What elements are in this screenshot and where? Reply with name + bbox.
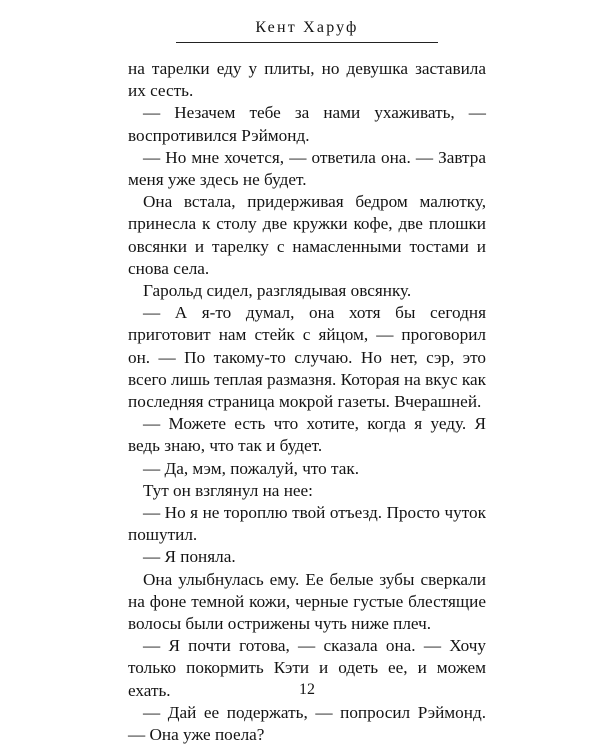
paragraph: на тарелки еду у плиты, но девушка заставила их сесть.	[128, 59, 486, 101]
running-title: Кент Харуф	[255, 19, 359, 36]
page-number: 12	[299, 681, 315, 698]
paragraph: Она улыбнулась ему. Ее белые зубы сверкали на фоне темной кожи, черные густые блестящие волосы были острижены чуть ниже плеч.	[128, 569, 486, 634]
paragraph: — Но я не тороплю твой отъезд. Просто чуток пошутил.	[128, 503, 486, 545]
paragraph: — Можете есть что хотите, когда я уеду. Я ведь знаю, что так и будет.	[128, 414, 486, 456]
paragraph: Гарольд сидел, разглядывая овсянку.	[143, 281, 412, 301]
paragraph: Она встала, придерживая бедром малютку, принесла к столу две кружки кофе, две плошки овсянки и тарелку с намасленными тостами и снова села.	[128, 192, 486, 278]
paragraph: — Да, мэм, пожалуй, что так.	[143, 458, 360, 478]
paragraph: — Но мне хочется, — ответила она. — Завтра меня уже здесь не будет.	[128, 147, 486, 190]
paragraph: — Незачем тебе за нами ухаживать, — воспротивился Рэймонд.	[128, 103, 486, 145]
running-header	[0, 18, 600, 38]
header-rule	[176, 42, 438, 43]
paragraph: — Я поняла.	[143, 547, 236, 567]
paragraph: — А я-то думал, она хотя бы сегодня приготовит нам стейк с яйцом, — проговорил он. — По такому-то случаю. Но нет, сэр, это всего лишь теплая размазня. Которая на вкус как последняя страница мокрой газеты. Вчерашней.	[128, 303, 486, 412]
body-text	[128, 58, 486, 746]
paragraph: — Дай ее подержать, — попросил Рэймонд. — Она уже поела?	[128, 702, 486, 745]
paragraph: — Я почти готова, — сказала она. — Хочу только покормить Кэти и одеть ее, и можем ехать.	[128, 636, 486, 700]
paragraph: Тут он взглянул на нее:	[143, 480, 313, 500]
